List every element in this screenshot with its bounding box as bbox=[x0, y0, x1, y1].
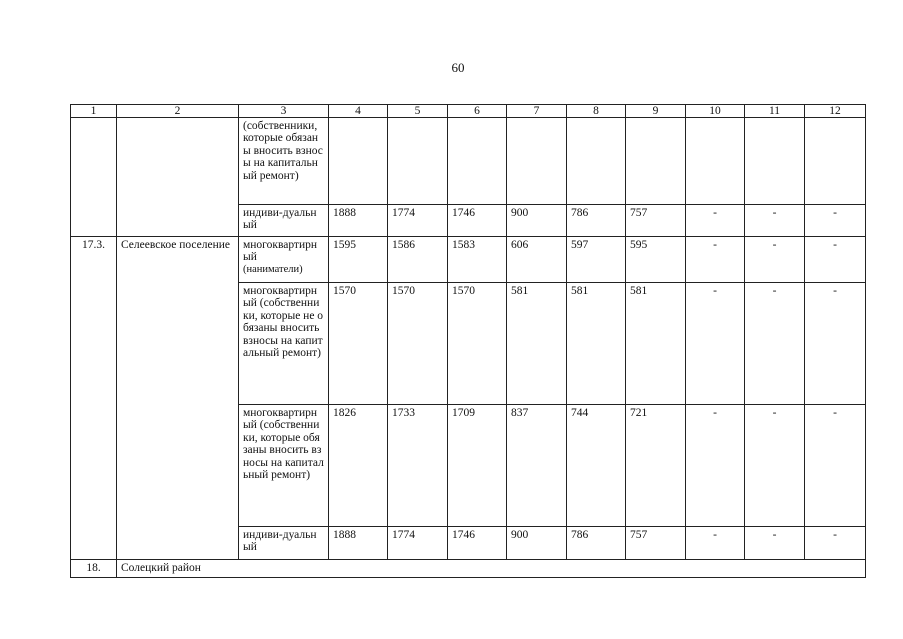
column-number-cell: 7 bbox=[507, 105, 567, 118]
value-cell: 1774 bbox=[388, 205, 448, 237]
value-cell: 1570 bbox=[448, 283, 507, 405]
value-cell: 597 bbox=[567, 237, 626, 283]
value-cell: 786 bbox=[567, 527, 626, 560]
value-cell: 1774 bbox=[388, 527, 448, 560]
dash-cell: - bbox=[686, 283, 745, 405]
table-row bbox=[71, 237, 866, 283]
column-number-cell: 11 bbox=[745, 105, 805, 118]
value-cell: 900 bbox=[507, 527, 567, 560]
district-number-cell: 18. bbox=[71, 560, 117, 578]
value-cell: 1586 bbox=[388, 237, 448, 283]
value-cell bbox=[745, 118, 805, 205]
dash-cell: - bbox=[745, 205, 805, 237]
value-cell: 1709 bbox=[448, 405, 507, 527]
dash-cell: - bbox=[805, 405, 866, 527]
settlement-number-cell bbox=[71, 118, 117, 237]
value-cell: 837 bbox=[507, 405, 567, 527]
column-number-cell: 3 bbox=[239, 105, 329, 118]
column-number-row bbox=[71, 105, 866, 118]
value-cell bbox=[686, 118, 745, 205]
dash-cell: - bbox=[745, 405, 805, 527]
column-number-cell: 9 bbox=[626, 105, 686, 118]
value-cell bbox=[805, 118, 866, 205]
value-cell: 721 bbox=[626, 405, 686, 527]
dash-cell: - bbox=[686, 405, 745, 527]
value-cell: 1746 bbox=[448, 205, 507, 237]
dash-cell: - bbox=[805, 237, 866, 283]
housing-type-cell bbox=[239, 237, 329, 283]
value-cell: 581 bbox=[567, 283, 626, 405]
settlement-name-cell: Селеевское поселение bbox=[117, 237, 239, 560]
value-cell: 1888 bbox=[329, 527, 388, 560]
value-cell: 757 bbox=[626, 527, 686, 560]
value-cell: 744 bbox=[567, 405, 626, 527]
dash-cell: - bbox=[686, 527, 745, 560]
value-cell: 581 bbox=[626, 283, 686, 405]
dash-cell: - bbox=[686, 237, 745, 283]
value-cell: 757 bbox=[626, 205, 686, 237]
value-cell: 1570 bbox=[388, 283, 448, 405]
value-cell: 786 bbox=[567, 205, 626, 237]
district-row bbox=[71, 560, 866, 578]
column-number-cell: 6 bbox=[448, 105, 507, 118]
page-number: 60 bbox=[451, 60, 465, 75]
dash-cell: - bbox=[686, 205, 745, 237]
housing-type-label: многоквартирный bbox=[243, 239, 318, 264]
housing-type-cell: индиви-дуальный bbox=[239, 205, 329, 237]
settlement-name-cell bbox=[117, 118, 239, 237]
housing-type-cell: многоквартирный (собственники, которые не обязаны вносить взносы на капитальный ремонт) bbox=[239, 283, 329, 405]
column-number-cell: 4 bbox=[329, 105, 388, 118]
column-number-cell: 12 bbox=[805, 105, 866, 118]
value-cell bbox=[626, 118, 686, 205]
value-cell: 581 bbox=[507, 283, 567, 405]
value-cell: 1583 bbox=[448, 237, 507, 283]
value-cell: 1570 bbox=[329, 283, 388, 405]
housing-type-cell: многоквартирный (собственники, которые обязаны вносить взносы на капитальный ремонт) bbox=[239, 405, 329, 527]
column-number-cell: 5 bbox=[388, 105, 448, 118]
value-cell: 1826 bbox=[329, 405, 388, 527]
housing-type-cell: (собственники, которые обязаны вносить взносы на капитальный ремонт) bbox=[239, 118, 329, 205]
value-cell bbox=[448, 118, 507, 205]
column-number-cell: 1 bbox=[71, 105, 117, 118]
dash-cell: - bbox=[745, 237, 805, 283]
settlement-number-cell: 17.3. bbox=[71, 237, 117, 560]
dash-cell: - bbox=[745, 283, 805, 405]
value-cell: 1595 bbox=[329, 237, 388, 283]
value-cell: 1746 bbox=[448, 527, 507, 560]
column-number-cell: 2 bbox=[117, 105, 239, 118]
dash-cell: - bbox=[805, 205, 866, 237]
table-row bbox=[71, 118, 866, 205]
value-cell bbox=[329, 118, 388, 205]
dash-cell: - bbox=[805, 283, 866, 405]
value-cell: 1733 bbox=[388, 405, 448, 527]
value-cell bbox=[388, 118, 448, 205]
value-cell: 595 bbox=[626, 237, 686, 283]
value-cell: 1888 bbox=[329, 205, 388, 237]
dash-cell: - bbox=[745, 527, 805, 560]
value-cell: 900 bbox=[507, 205, 567, 237]
value-cell: 606 bbox=[507, 237, 567, 283]
housing-type-sublabel: (наниматели) bbox=[243, 263, 303, 275]
dash-cell: - bbox=[805, 527, 866, 560]
district-name-cell: Солецкий район bbox=[117, 560, 866, 578]
tariff-table bbox=[70, 104, 866, 578]
column-number-cell: 8 bbox=[567, 105, 626, 118]
housing-type-cell: индиви-дуальный bbox=[239, 527, 329, 560]
value-cell bbox=[507, 118, 567, 205]
column-number-cell: 10 bbox=[686, 105, 745, 118]
value-cell bbox=[567, 118, 626, 205]
